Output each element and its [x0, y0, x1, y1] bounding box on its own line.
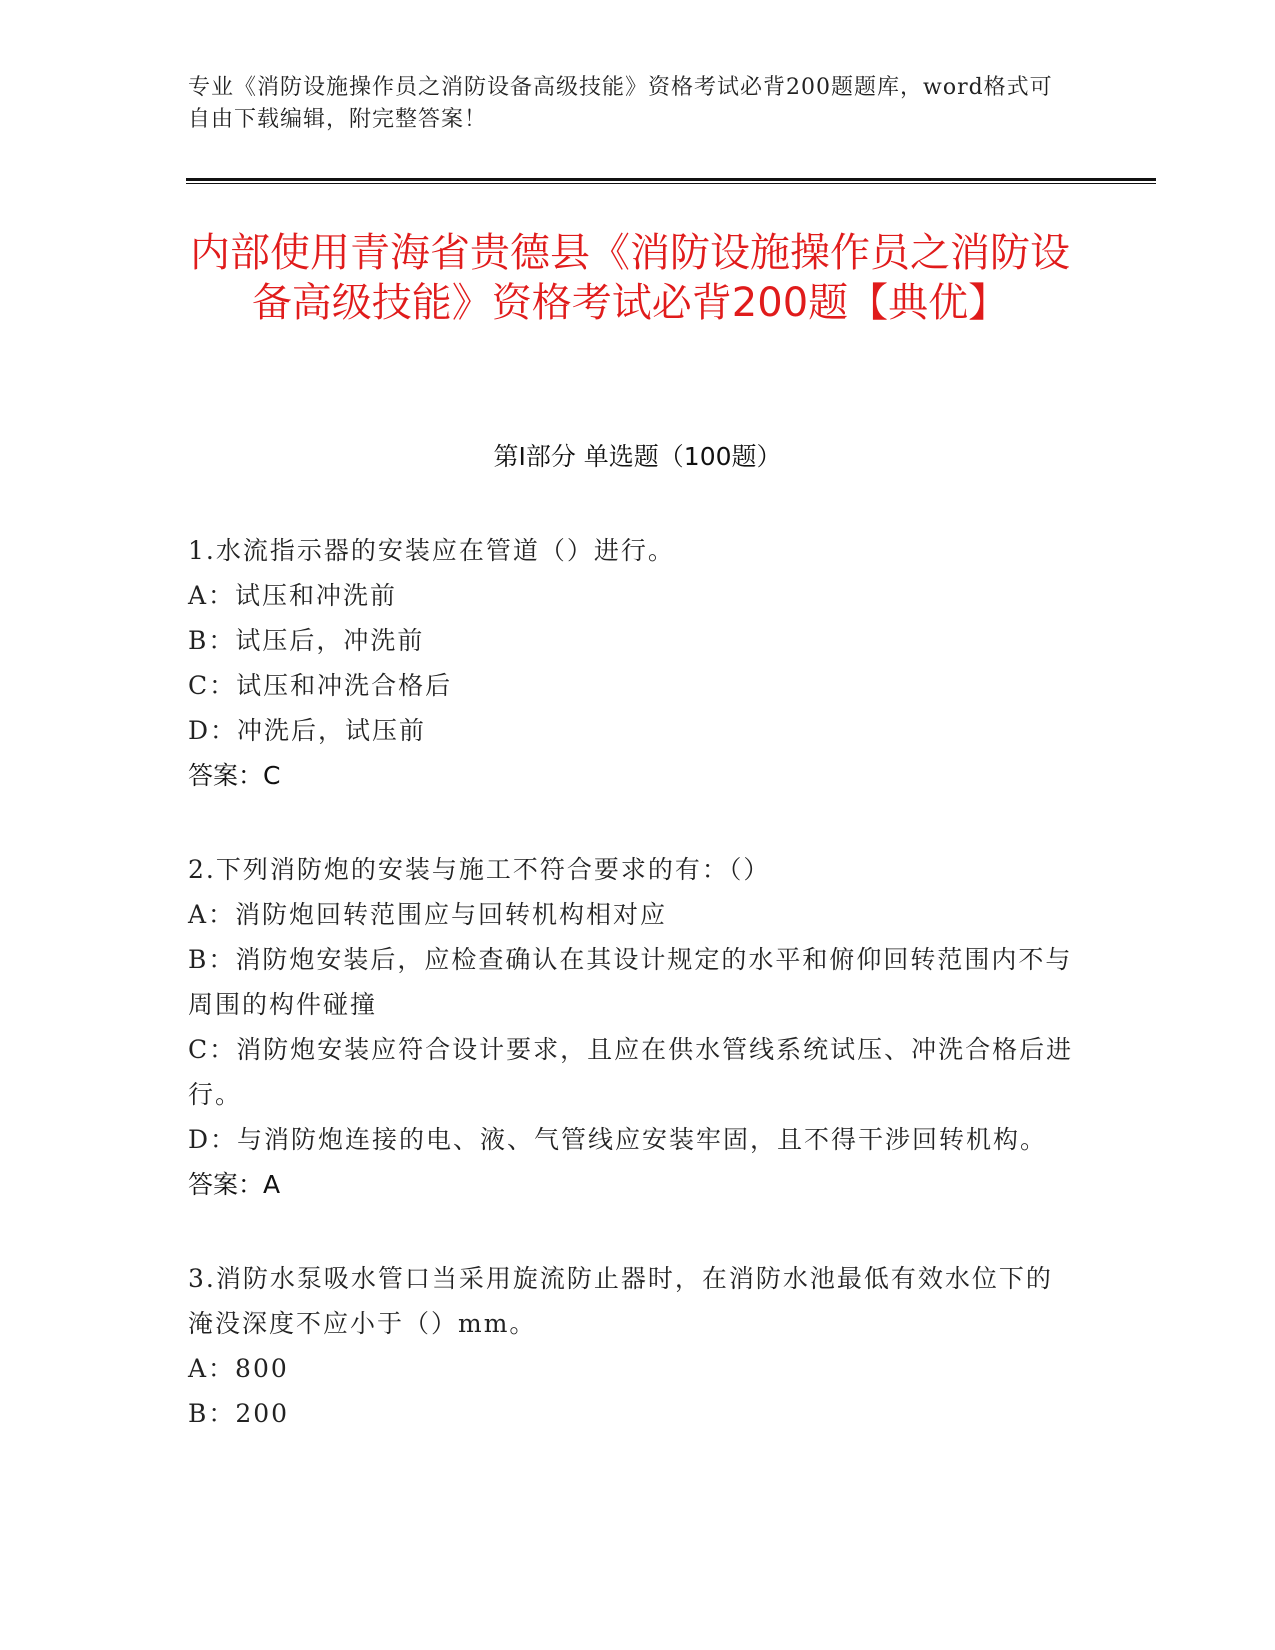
question-stem: 2.下列消防炮的安装与施工不符合要求的有：（）: [188, 855, 771, 884]
option-d: D：冲洗后，试压前: [188, 716, 427, 745]
option-c: C：消防炮安装应符合设计要求，且应在供水管线系统试压、冲洗合格后进行。: [188, 1035, 1074, 1109]
option-d: D：与消防炮连接的电、液、气管线应安装牢固，且不得干涉回转机构。: [188, 1125, 1048, 1154]
question-list: [188, 528, 1078, 1485]
header-note: 专业《消防设施操作员之消防设备高级技能》资格考试必背200题题库，word格式可自由下载编辑，附完整答案！: [188, 75, 1053, 132]
question-2: [188, 847, 1078, 1207]
question-3: [188, 1256, 1078, 1436]
question-stem: 1.水流指示器的安装应在管道（）进行。: [188, 536, 675, 565]
document-title: 内部使用青海省贵德县《消防设施操作员之消防设备高级技能》资格考试必背200题【典优】: [190, 230, 1070, 326]
option-a: A：消防炮回转范围应与回转机构相对应: [188, 900, 668, 929]
header-divider: [186, 178, 1156, 181]
section-heading: 第I部分 单选题（100题）: [493, 442, 782, 471]
option-b: B：试压后，冲洗前: [188, 626, 425, 655]
question-stem: 3.消防水泵吸水管口当采用旋流防止器时，在消防水池最低有效水位下的淹没深度不应小于（）mm。: [188, 1264, 1053, 1338]
option-a: A：800: [188, 1354, 289, 1383]
option-b: B：200: [188, 1399, 290, 1428]
option-c: C：试压和冲洗合格后: [188, 671, 453, 700]
answer: 答案：C: [188, 761, 281, 790]
option-a: A：试压和冲洗前: [188, 581, 398, 610]
option-b: B：消防炮安装后，应检查确认在其设计规定的水平和俯仰回转范围内不与周围的构件碰撞: [188, 945, 1073, 1019]
question-1: [188, 528, 1078, 798]
header-divider-thin: [186, 183, 1156, 184]
answer: 答案：A: [188, 1170, 281, 1199]
